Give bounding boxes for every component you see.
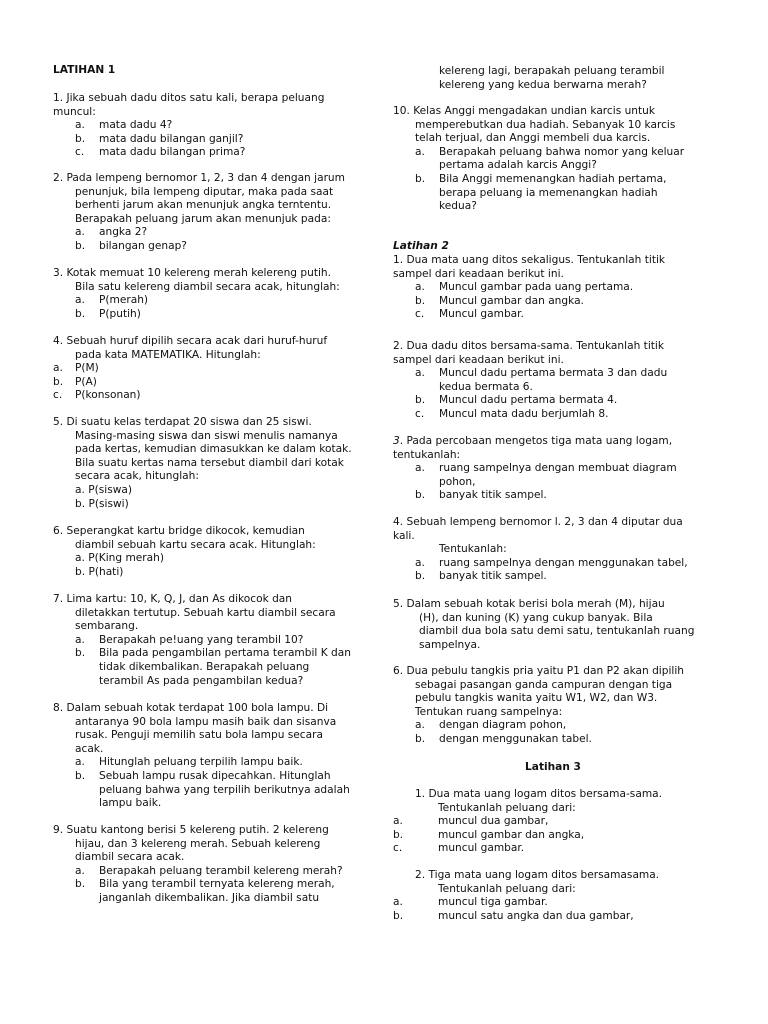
question-text: memperebutkan dua hadiah. Sebanyak 10 karcis xyxy=(415,118,676,131)
option-b: b. Sebuah lampu rusak dipecahkan. Hitunglah xyxy=(75,769,331,782)
question-text: 1. Jika sebuah dadu ditos satu kali, berapa peluang xyxy=(53,92,325,104)
option-b-cont: terambil As pada pengambilan kedua? xyxy=(99,674,304,687)
question-text: sampel dari keadaan berikut ini. xyxy=(393,353,564,366)
option-c: c. mata dadu bilangan prima? xyxy=(75,146,246,159)
question-text: secara acak, hitunglah: xyxy=(75,470,199,483)
question-text: diletakkan tertutup. Sebuah kartu diambil secara xyxy=(75,606,336,619)
question-8 xyxy=(53,702,373,811)
option-b-cont: tidak dikembalikan. Berapakah peluang xyxy=(99,660,310,673)
question-text: diambil secara acak. xyxy=(75,851,185,864)
l2-question-1 xyxy=(393,254,713,322)
option-b: b. muncul gambar dan angka, xyxy=(393,828,585,841)
l2-question-6 xyxy=(393,665,713,747)
question-text: 7. Lima kartu: 10, K, Q, J, dan As dikocok dan xyxy=(53,593,293,605)
question-9 xyxy=(53,824,373,906)
option-a: a. muncul dua gambar, xyxy=(393,815,549,828)
l2-question-3 xyxy=(393,435,713,503)
option-a-cont: pertama adalah karcis Anggi? xyxy=(439,159,597,172)
question-3 xyxy=(53,267,373,321)
question-text: (H), dan kuning (K) yang cukup banyak. Bila xyxy=(419,611,653,624)
option-b: b. muncul satu angka dan dua gambar, xyxy=(393,909,634,922)
question-text: 5. Di suatu kelas terdapat 20 siswa dan 25 siswi. xyxy=(53,416,312,428)
option-a: a. mata dadu 4? xyxy=(75,119,173,132)
option-a-cont: kedua bermata 6. xyxy=(439,380,533,393)
option-b: b. banyak titik sampel. xyxy=(415,489,547,502)
question-text: 10. Kelas Anggi mengadakan undian karcis untuk xyxy=(393,105,656,117)
question-text: hijau, dan 3 kelereng merah. Sebuah kelereng xyxy=(75,837,321,850)
question-text: rusak. Penguji memilih satu bola lampu secara xyxy=(75,729,323,742)
l3-question-1 xyxy=(393,788,713,856)
question-text: 4. Sebuah huruf dipilih secara acak dari huruf-huruf xyxy=(53,335,328,347)
option-b-cont: berapa peluang ia memenangkan hadiah xyxy=(439,186,658,199)
question-2 xyxy=(53,172,373,254)
latihan-3-title xyxy=(393,761,713,775)
l2-question-2 xyxy=(393,340,713,422)
question-text: pada kata MATEMATIKA. Hitunglah: xyxy=(75,348,261,361)
l3-question-2 xyxy=(393,869,713,923)
option-a: a. Muncul dadu pertama bermata 3 dan dadu xyxy=(415,367,668,380)
latihan-1-title xyxy=(53,64,373,78)
l2-question-5 xyxy=(393,598,713,652)
option-a: a. P(King merah) xyxy=(75,552,164,565)
question-text: 2. Dua dadu ditos bersama-sama. Tentukanlah titik xyxy=(393,340,664,352)
question-text: sampel dari keadaan berikut ini. xyxy=(393,267,564,280)
question-text: muncul: xyxy=(53,105,96,118)
option-b: b. P(hati) xyxy=(75,565,124,578)
question-text: pebulu tangkis wanita yaitu W1, W2, dan W3. xyxy=(415,692,658,705)
question-text: Tentukanlah peluang dari: xyxy=(438,882,576,895)
section-heading: Latihan 3 xyxy=(525,761,581,773)
option-b-cont: peluang bahwa yang terpilih berikutnya adalah xyxy=(99,783,350,796)
option-b-cont: lampu baik. xyxy=(99,797,162,810)
question-text: telah terjual, dan Anggi membeli dua karcis. xyxy=(415,132,651,145)
option-c: c. Muncul gambar. xyxy=(415,308,524,321)
question-text: sebagai pasangan ganda campuran dengan tiga xyxy=(415,678,673,691)
question-text: 9. Suatu kantong berisi 5 kelereng putih. 2 kelereng xyxy=(53,824,329,836)
option-b: b. Muncul gambar dan angka. xyxy=(415,294,584,307)
question-text: diambil sebuah kartu secara acak. Hitunglah: xyxy=(75,538,316,551)
question-text: 8. Dalam sebuah kotak terdapat 100 bola lampu. Di xyxy=(53,702,329,714)
option-b: b. Bila pada pengambilan pertama terambil K dan xyxy=(75,647,351,660)
option-c: c. muncul gambar. xyxy=(393,842,525,855)
option-a: a. angka 2? xyxy=(75,226,148,239)
option-a: a. Berapakah pe!uang yang terambil 10? xyxy=(75,633,304,646)
option-a: a. Hitunglah peluang terpilih lampu baik. xyxy=(75,756,303,769)
option-a: a. ruang sampelnya dengan membuat diagram xyxy=(415,462,677,475)
option-a: a. Berapakah peluang terambil kelereng merah? xyxy=(75,864,343,877)
option-b-cont: kedua? xyxy=(439,200,477,213)
question-text: 5. Dalam sebuah kotak berisi bola merah (M), hijau xyxy=(393,598,665,610)
question-text: Tentukan ruang sampelnya: xyxy=(415,705,563,718)
question-text: acak. xyxy=(75,742,104,755)
question-1 xyxy=(53,92,373,160)
option-b: b. P(putih) xyxy=(75,307,141,320)
question-7 xyxy=(53,593,373,688)
option-a: a. dengan diagram pohon, xyxy=(415,719,567,732)
question-text: sembarang. xyxy=(75,620,139,633)
question-10 xyxy=(393,105,713,214)
question-text: 6. Seperangkat kartu bridge dikocok, kemudian xyxy=(53,525,305,537)
question-text: diambil dua bola satu demi satu, tentukanlah ruang xyxy=(419,625,695,638)
question-text: 1. Dua mata uang ditos sekaligus. Tentukanlah titik xyxy=(393,254,666,266)
option-b: b. dengan menggunakan tabel. xyxy=(415,732,592,745)
option-a: a. P(M) xyxy=(53,362,99,375)
question-5 xyxy=(53,416,373,511)
option-b: b. Muncul dadu pertama bermata 4. xyxy=(415,394,618,407)
question-text: 2. Pada lempeng bernomor 1, 2, 3 dan 4 dengan jarum xyxy=(53,172,345,184)
question-6 xyxy=(53,525,373,579)
option-a-cont: pohon, xyxy=(439,475,476,488)
question-text: 2. Tiga mata uang logam ditos bersamasama. xyxy=(415,869,660,881)
question-text: Bila satu kelereng diambil secara acak, hitunglah: xyxy=(75,280,340,293)
option-b-cont: kelereng yang kedua berwarna merah? xyxy=(439,78,647,91)
question-subtext: Tentukanlah: xyxy=(439,543,507,556)
question-text: penunjuk, bila lempeng diputar, maka pada saat xyxy=(75,185,334,198)
question-text: berhenti jarum akan menunjuk angka terntentu. xyxy=(75,199,332,212)
question-text: 3. Pada percobaan mengetos tiga mata uang logam, xyxy=(393,435,673,447)
option-b-cont: kelereng lagi, berapakah peluang terambil xyxy=(439,65,665,77)
question-text: pada kertas, kemudian dimasukkan ke dalam kotak. xyxy=(75,443,352,456)
option-b: b. bilangan genap? xyxy=(75,239,187,252)
option-a: a. P(siswa) xyxy=(75,483,133,496)
section-heading: Latihan 2 xyxy=(393,240,449,252)
question-text: 1. Dua mata uang logam ditos bersama-sama. xyxy=(415,788,662,800)
option-a: a. Berapakah peluang bahwa nomor yang keluar xyxy=(415,145,685,158)
option-b-cont: janganlah dikembalikan. Jika diambil satu xyxy=(99,891,320,904)
question-text: sampelnya. xyxy=(419,638,481,651)
option-b: b. Bila yang terambil ternyata kelereng merah, xyxy=(75,878,335,891)
question-text: Masing-masing siswa dan siswi menulis namanya xyxy=(75,429,338,442)
option-b: b. banyak titik sampel. xyxy=(415,570,547,583)
option-b: b. P(siswi) xyxy=(75,497,129,510)
question-text: 3. Kotak memuat 10 kelereng merah kelereng putih. xyxy=(53,267,332,279)
option-a: a. Muncul gambar pada uang pertama. xyxy=(415,281,634,294)
question-text: Berapakah peluang jarum akan menunjuk pada: xyxy=(75,212,331,225)
question-9-continued xyxy=(393,65,713,92)
question-text: tentukanlah: xyxy=(393,448,461,461)
question-text: 6. Dua pebulu tangkis pria yaitu P1 dan P2 akan dipilih xyxy=(393,665,685,677)
question-text: 4. Sebuah lempeng bernomor l. 2, 3 dan 4 diputar dua xyxy=(393,516,683,528)
question-text: Bila suatu kertas nama tersebut diambil dari kotak xyxy=(75,456,344,469)
latihan-2-title xyxy=(393,240,713,254)
option-a: a. P(merah) xyxy=(75,294,149,307)
l2-question-4 xyxy=(393,516,713,584)
option-c: c. P(konsonan) xyxy=(53,389,141,402)
option-b: b. P(A) xyxy=(53,375,97,388)
question-4 xyxy=(53,335,373,403)
section-heading: LATIHAN 1 xyxy=(53,64,116,76)
option-b: b. Bila Anggi memenangkan hadiah pertama, xyxy=(415,172,667,185)
option-a: a. ruang sampelnya dengan menggunakan tabel, xyxy=(415,556,688,569)
question-text: Tentukanlah peluang dari: xyxy=(438,801,576,814)
question-text: kali. xyxy=(393,529,415,542)
option-c: c. Muncul mata dadu berjumlah 8. xyxy=(415,407,609,420)
option-b: b. mata dadu bilangan ganjil? xyxy=(75,132,244,145)
question-text: antaranya 90 bola lampu masih baik dan sisanva xyxy=(75,715,337,728)
option-a: a. muncul tiga gambar. xyxy=(393,896,548,909)
